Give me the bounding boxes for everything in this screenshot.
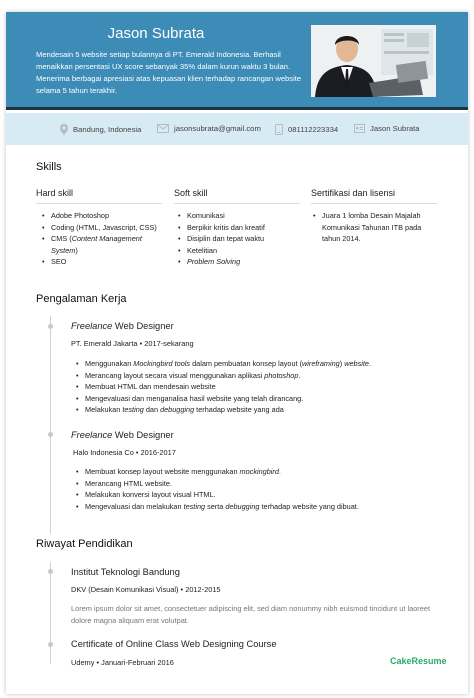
list-item: • Coding (HTML, Javascript, CSS) — [42, 222, 164, 234]
id-card-icon — [354, 124, 365, 133]
resume-header — [6, 12, 468, 110]
job-title: Freelance Web Designer — [71, 321, 174, 331]
contact-phone — [275, 124, 338, 135]
timeline-dot — [48, 642, 53, 647]
hard-skill-list — [42, 210, 164, 268]
profile-photo — [311, 25, 436, 97]
candidate-name: Jason Subrata — [107, 25, 205, 42]
list-item: • Juara 1 lomba Desain Majalah Komunikasi Tahunan ITB pada tahun 2014. — [313, 210, 437, 245]
soft-skill-divider — [174, 203, 300, 204]
list-item: • Melakukan konversi layout visual HTML. — [76, 489, 446, 501]
job-period: 2016-2017 — [140, 448, 176, 457]
profile-name-text: Jason Subrata — [370, 124, 420, 133]
resume-page — [6, 12, 468, 694]
school-name: Institut Teknologi Bandung — [71, 567, 180, 577]
list-item: • Disiplin dan tepat waktu — [178, 233, 302, 245]
program-name: DKV (Desain Komunikasi Visual) — [71, 585, 179, 594]
list-item: • Adobe Photoshop — [42, 210, 164, 222]
list-item: • Ketelitian — [178, 245, 302, 257]
timeline-dot — [48, 324, 53, 329]
job-meta: Halo Indonesia Co • 2016-2017 — [73, 448, 176, 457]
profile-summary: Mendesain 5 website setiap bulannya di PT. Emerald Indonesia. Berhasil menaikkan persentasi UX score sebanyak 35% dalam kurun waktu 3 bulan. Menerima berbagai apresiasi atas kepuasan klien terhadap rancangan website selama 5 tahun terakhir. — [36, 50, 302, 95]
education-meta: Udemy • Januari-Februari 2016 — [71, 658, 174, 667]
experience-timeline — [50, 316, 51, 534]
list-item: • Membuat konsep layout website menggunakan mockingbird. — [76, 466, 446, 478]
contact-email[interactable] — [157, 124, 261, 133]
course-name: Certificate of Online Class Web Designing Course — [71, 639, 277, 649]
education-period: 2012-2015 — [185, 585, 221, 594]
list-item: • Melakukan testing dan debugging terhadap website yang ada — [76, 404, 446, 416]
location-pin-icon — [60, 124, 68, 135]
job-bullets — [76, 358, 446, 416]
cakeresume-logo[interactable]: CakeResume — [390, 656, 447, 666]
contact-profile — [354, 124, 420, 133]
certification-title: Sertifikasi dan lisensi — [311, 188, 396, 198]
certification-list — [313, 210, 437, 245]
soft-skill-title: Soft skill — [174, 188, 208, 198]
cms-full-name: Content Management System — [51, 234, 142, 255]
location-text: Bandung, Indonesia — [73, 125, 142, 134]
contact-location — [60, 124, 141, 135]
list-item: • Merancang HTML website. — [76, 478, 446, 490]
email-text[interactable]: jasonsubrata@gmail.com — [174, 124, 261, 133]
list-item: • Mengevaluasi dan melakukan testing serta debugging terhadap website yang dibuat. — [76, 501, 446, 513]
soft-skill-list — [178, 210, 302, 268]
list-item: • SEO — [42, 256, 164, 268]
list-item: • Problem Solving — [178, 256, 302, 268]
company-name: Halo Indonesia Co — [73, 448, 134, 457]
education-timeline — [50, 562, 51, 664]
hard-skill-title: Hard skill — [36, 188, 74, 198]
education-period: Januari-Februari 2016 — [101, 658, 174, 667]
timeline-dot — [48, 569, 53, 574]
skills-heading: Skills — [36, 161, 62, 173]
education-description: Lorem ipsum dolor sit amet, consectetuer adipiscing elit, sed diam nonummy nibh euismod tincidunt ut laoreet dolore magna aliquam erat volutpat. — [71, 604, 431, 625]
company-name: PT. Emerald Jakarta — [71, 339, 138, 348]
job-bullets — [76, 466, 446, 512]
list-item: • Berpikir kritis dan kreatif — [178, 222, 302, 234]
list-item: • CMS (Content Management System) — [42, 233, 164, 256]
education-heading: Riwayat Pendidikan — [36, 538, 133, 550]
envelope-icon — [157, 124, 169, 133]
education-meta: DKV (Desain Komunikasi Visual) • 2012-2015 — [71, 585, 221, 594]
list-item: • Menggunakan Mockingbird tools dalam pembuatan konsep layout (wireframing) website. — [76, 358, 446, 370]
phone-text: 081112223334 — [288, 125, 339, 134]
timeline-dot — [48, 432, 53, 437]
job-period: 2017-sekarang — [144, 339, 194, 348]
job-meta: PT. Emerald Jakarta • 2017-sekarang — [71, 339, 194, 348]
list-item: • Komunikasi — [178, 210, 302, 222]
hard-skill-divider — [36, 203, 162, 204]
certification-divider — [311, 203, 437, 204]
phone-icon — [275, 124, 283, 135]
job-title: Freelance Web Designer — [71, 430, 174, 440]
list-item: • Membuat HTML dan mendesain website — [76, 381, 446, 393]
contact-bar — [6, 113, 468, 145]
provider-name: Udemy — [71, 658, 95, 667]
experience-heading: Pengalaman Kerja — [36, 293, 127, 305]
list-item: • Merancang layout secara visual menggunakan aplikasi photoshop. — [76, 370, 446, 382]
list-item: • Mengevaluasi dan menganalisa hasil website yang telah dirancang. — [76, 393, 446, 405]
